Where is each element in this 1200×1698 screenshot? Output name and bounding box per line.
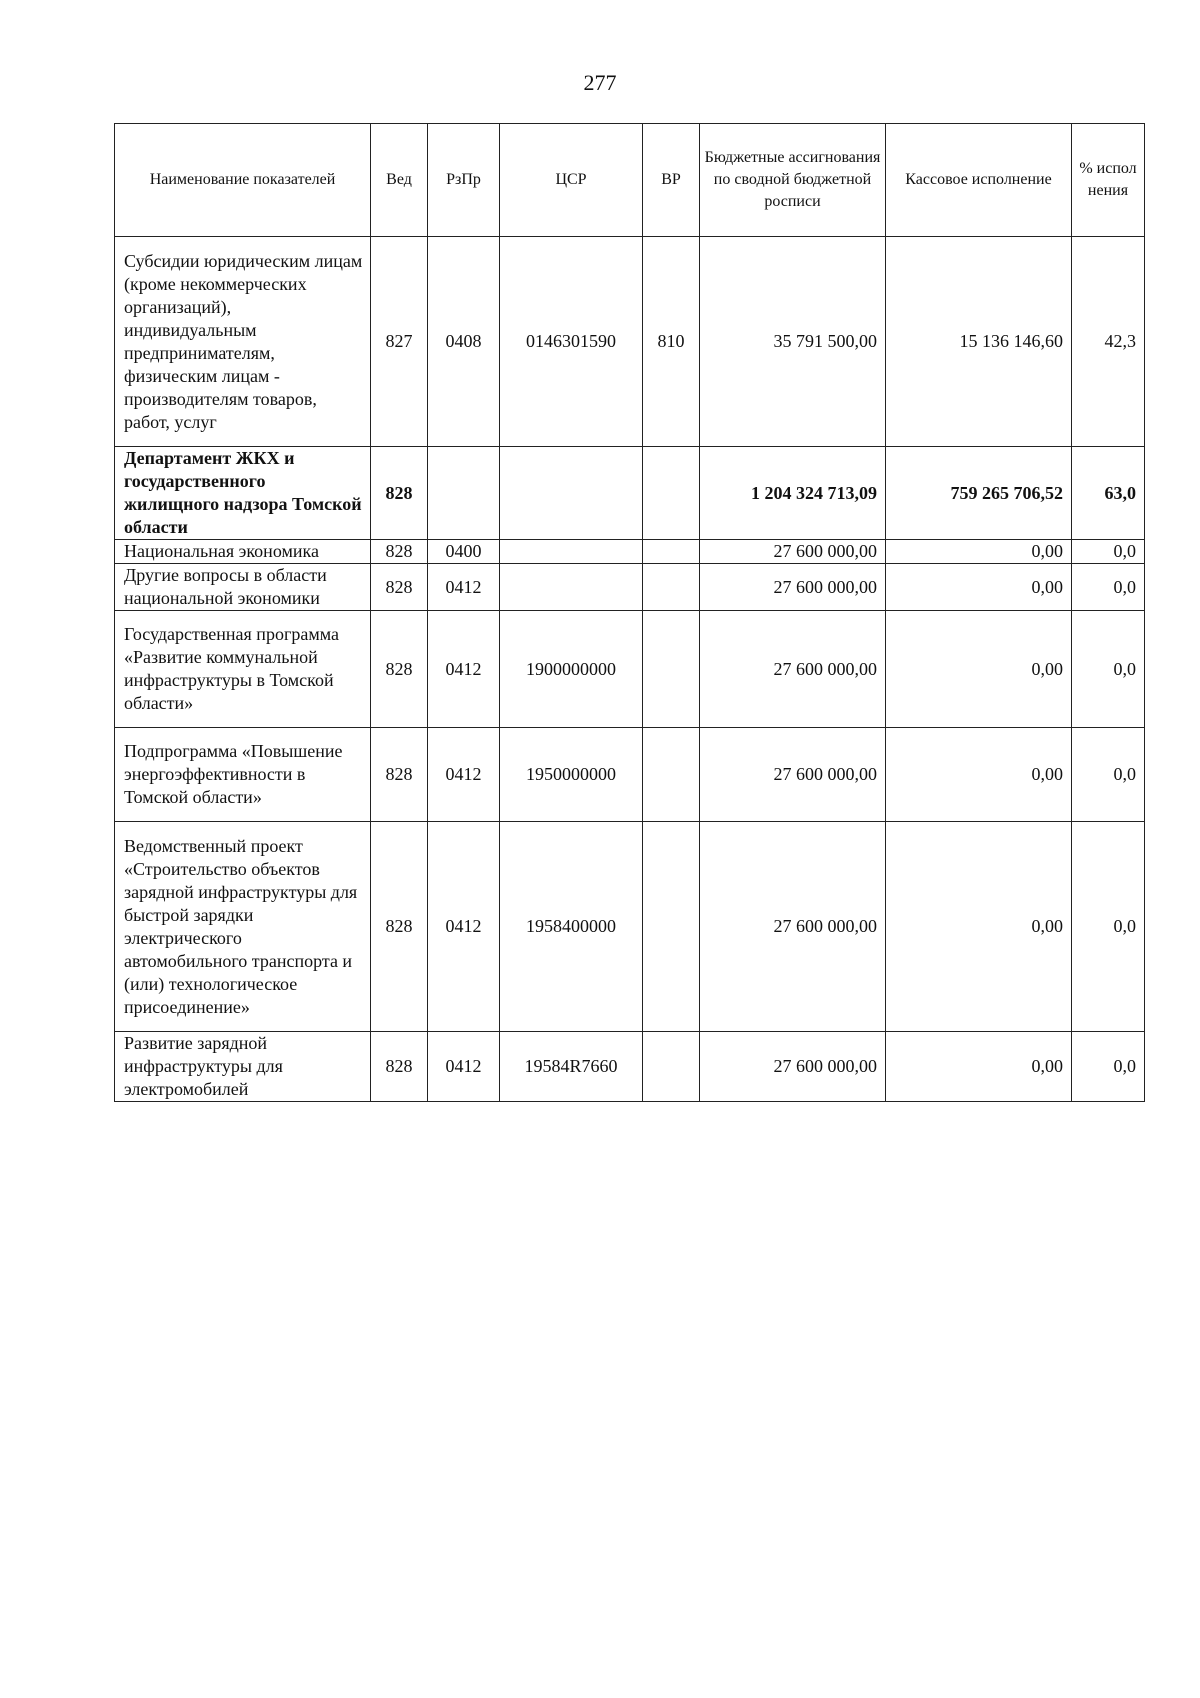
row-execution: 0,00 (886, 611, 1072, 728)
row-csr: 1900000000 (500, 611, 643, 728)
row-rzpr: 0412 (428, 564, 500, 611)
budget-table (114, 123, 1145, 1102)
row-percent: 0,0 (1072, 540, 1145, 564)
row-assignments: 27 600 000,00 (700, 728, 886, 822)
row-name: Государственная программа «Развитие коммунальной инфраструктуры в Томской области» (115, 611, 371, 728)
row-percent: 0,0 (1072, 1032, 1145, 1102)
row-csr: 0146301590 (500, 237, 643, 447)
page-number: 277 (583, 70, 617, 95)
table-row (115, 728, 1145, 822)
row-assignments: 1 204 324 713,09 (700, 447, 886, 540)
table-row (115, 447, 1145, 540)
row-csr: 1950000000 (500, 728, 643, 822)
table-row (115, 1032, 1145, 1102)
row-execution: 0,00 (886, 1032, 1072, 1102)
row-csr (500, 564, 643, 611)
row-ved: 827 (371, 237, 428, 447)
row-name: Другие вопросы в области национальной экономики (115, 564, 371, 611)
header-rzpr: РзПр (428, 124, 500, 237)
row-percent: 0,0 (1072, 822, 1145, 1032)
row-execution: 0,00 (886, 564, 1072, 611)
row-csr: 1958400000 (500, 822, 643, 1032)
row-vr (643, 564, 700, 611)
row-execution: 15 136 146,60 (886, 237, 1072, 447)
row-rzpr: 0400 (428, 540, 500, 564)
row-ved: 828 (371, 564, 428, 611)
row-assignments: 27 600 000,00 (700, 822, 886, 1032)
row-assignments: 27 600 000,00 (700, 540, 886, 564)
row-execution: 759 265 706,52 (886, 447, 1072, 540)
row-rzpr: 0412 (428, 1032, 500, 1102)
row-assignments: 27 600 000,00 (700, 611, 886, 728)
table-row (115, 540, 1145, 564)
row-vr (643, 611, 700, 728)
row-name: Национальная экономика (115, 540, 371, 564)
row-ved: 828 (371, 611, 428, 728)
row-name: Ведомственный проект «Строительство объектов зарядной инфраструктуры для быстрой зарядки электрического автомобильного транспорта и (или) технологическое присоединение» (115, 822, 371, 1032)
row-execution: 0,00 (886, 728, 1072, 822)
table-header-row (115, 124, 1145, 237)
row-ved: 828 (371, 822, 428, 1032)
table-row (115, 237, 1145, 447)
row-vr: 810 (643, 237, 700, 447)
row-name: Субсидии юридическим лицам (кроме некоммерческих организаций), индивидуальным предпринимателям, физическим лицам - производителям товаров, работ, услуг (115, 237, 371, 447)
header-budget-assignments: Бюджетные ассигнования по сводной бюджетной росписи (700, 124, 886, 237)
row-rzpr: 0412 (428, 611, 500, 728)
row-vr (643, 540, 700, 564)
row-ved: 828 (371, 1032, 428, 1102)
row-ved: 828 (371, 728, 428, 822)
row-assignments: 27 600 000,00 (700, 1032, 886, 1102)
table-row (115, 564, 1145, 611)
row-vr (643, 728, 700, 822)
row-percent: 0,0 (1072, 728, 1145, 822)
row-name: Подпрограмма «Повышение энергоэффективности в Томской области» (115, 728, 371, 822)
row-assignments: 27 600 000,00 (700, 564, 886, 611)
row-rzpr: 0408 (428, 237, 500, 447)
header-cash-execution: Кассовое исполнение (886, 124, 1072, 237)
row-percent: 42,3 (1072, 237, 1145, 447)
row-percent: 0,0 (1072, 564, 1145, 611)
row-rzpr: 0412 (428, 728, 500, 822)
row-name: Развитие зарядной инфраструктуры для электромобилей (115, 1032, 371, 1102)
row-percent: 63,0 (1072, 447, 1145, 540)
row-name: Департамент ЖКХ и государственного жилищного надзора Томской области (115, 447, 371, 540)
row-rzpr (428, 447, 500, 540)
row-assignments: 35 791 500,00 (700, 237, 886, 447)
header-execution-percent: % испол нения (1072, 124, 1145, 237)
table-body (115, 237, 1145, 1102)
row-csr (500, 540, 643, 564)
row-vr (643, 447, 700, 540)
header-ved: Вед (371, 124, 428, 237)
table-row (115, 611, 1145, 728)
row-execution: 0,00 (886, 822, 1072, 1032)
header-vr: ВР (643, 124, 700, 237)
row-percent: 0,0 (1072, 611, 1145, 728)
table-row (115, 822, 1145, 1032)
row-rzpr: 0412 (428, 822, 500, 1032)
row-ved: 828 (371, 540, 428, 564)
header-csr: ЦСР (500, 124, 643, 237)
row-vr (643, 822, 700, 1032)
row-csr: 19584R7660 (500, 1032, 643, 1102)
header-name: Наименование показателей (115, 124, 371, 237)
row-vr (643, 1032, 700, 1102)
row-ved: 828 (371, 447, 428, 540)
row-execution: 0,00 (886, 540, 1072, 564)
row-csr (500, 447, 643, 540)
